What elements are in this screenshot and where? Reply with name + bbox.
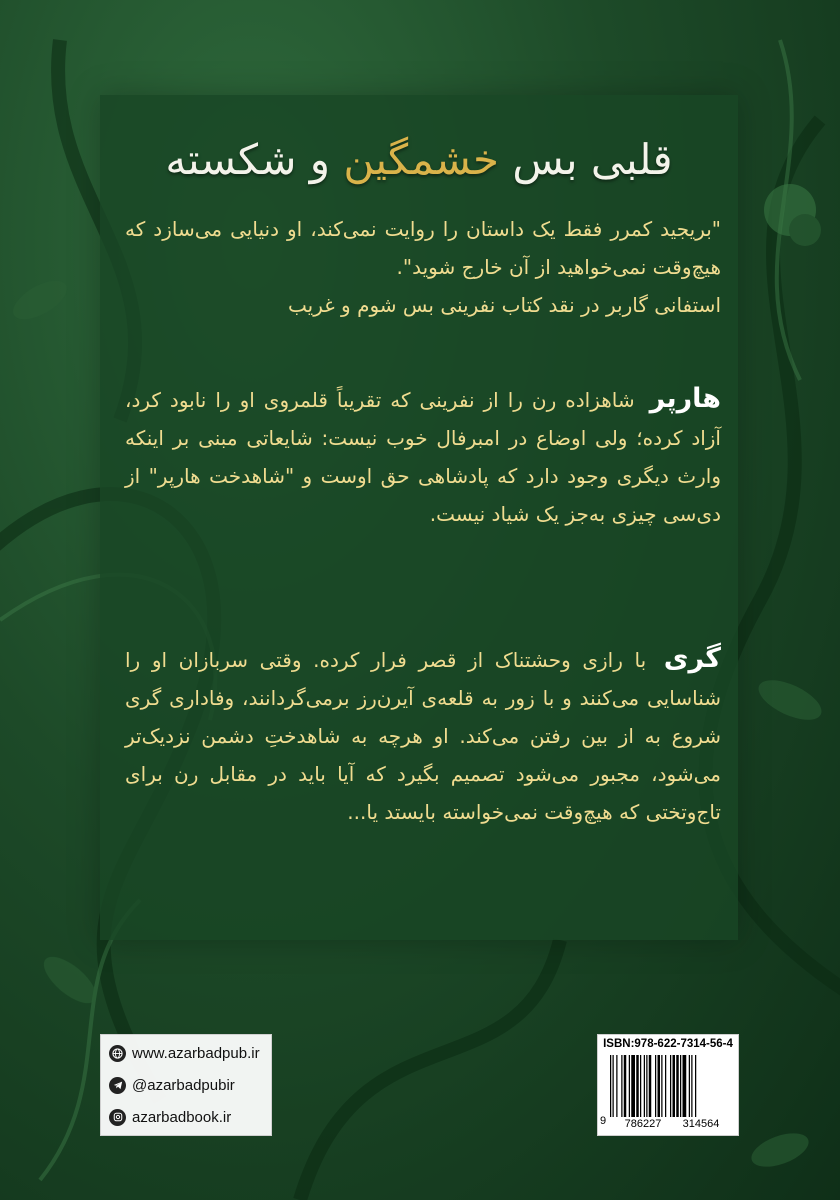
barcode-bar: [613, 1055, 614, 1117]
barcode-bar: [636, 1055, 639, 1117]
barcode-first-digit: 9: [600, 1115, 607, 1127]
isbn-label: ISBN:978-622-7314-56-4: [603, 1038, 733, 1050]
barcode-bar: [631, 1055, 635, 1117]
gray-paragraph: [125, 640, 721, 831]
instagram-icon: [109, 1109, 126, 1126]
barcode-bar: [621, 1055, 622, 1117]
barcode-bar: [640, 1055, 641, 1117]
isbn-barcode: [597, 1034, 739, 1136]
gray-text: با رازی وحشتناک از قصر فرار کرده. وقتی سربازان او را شناسایی می‌کنند و با زور به قلعه‌ی آیرن‌رز برمی‌گردانند، وفاداری گری شروع به از بین رفتن می‌کند. او هرچه به شاهدختِ دشمن نزدیک‌تر می‌شود، مجبور می‌شود تصمیم بگیرد که آیا باید در مقابل رن برای تاج‌وتختی که هیچ‌وقت نمی‌خواسته بایستد یا...: [125, 648, 721, 824]
barcode-bar: [644, 1055, 645, 1117]
barcode-left-digits: 786227: [618, 1118, 668, 1130]
instagram-text: azarbadbook.ir: [132, 1108, 232, 1126]
contact-telegram[interactable]: [109, 1075, 235, 1095]
review-source: استفانی گاربر در نقد کتاب نفرینی بس شوم و غریب: [288, 293, 721, 317]
barcode-bars: [610, 1055, 732, 1117]
quote-block: [125, 210, 721, 324]
barcode-bar: [658, 1055, 661, 1117]
website-text: www.azarbadpub.ir: [132, 1044, 260, 1062]
barcode-right-digits: 314564: [674, 1118, 728, 1130]
barcode-bar: [680, 1055, 681, 1117]
barcode-bar: [646, 1055, 647, 1117]
contact-instagram[interactable]: [109, 1107, 231, 1127]
contact-website[interactable]: [109, 1043, 260, 1063]
barcode-bar: [676, 1055, 679, 1117]
contact-box: [100, 1034, 272, 1136]
telegram-text: @azarbadpubir: [132, 1076, 235, 1094]
barcode-bar: [683, 1055, 687, 1117]
review-quote: "بریجید کمرر فقط یک داستان را روایت نمی‌کند، او دنیایی می‌سازد که هیچ‌وقت نمی‌خواهید از آن خارج شوید".: [125, 217, 721, 279]
barcode-bar: [695, 1055, 696, 1117]
barcode-bar: [655, 1055, 656, 1117]
globe-icon: [109, 1045, 126, 1062]
barcode-bar: [649, 1055, 652, 1117]
barcode-bar: [629, 1055, 630, 1117]
barcode-bar: [661, 1055, 662, 1117]
harper-heading: هارپر: [649, 383, 721, 414]
title-accent-word: خشمگین: [343, 135, 499, 184]
barcode-bar: [673, 1055, 676, 1117]
telegram-icon: [109, 1077, 126, 1094]
barcode-bar: [624, 1055, 627, 1117]
harper-paragraph: [125, 380, 721, 533]
barcode-bar: [665, 1055, 666, 1117]
barcode-bar: [616, 1055, 617, 1117]
harper-text: شاهزاده رن را از نفرینی که تقریباً قلمروی او را نابود کرد، آزاد کرده؛ ولی اوضاع در امبرفال خوب نیست: شایعاتی مبنی بر اینکه وارث دیگری وجود دارد که پادشاهی حق اوست و "شاهدخت هارپر" از دی‌سی چیزی به‌جز یک شیاد نیست.: [125, 388, 721, 526]
book-title: [100, 132, 738, 188]
barcode-bar: [689, 1055, 690, 1117]
title-part-2: و شکسته: [165, 135, 344, 184]
gray-heading: گری: [663, 643, 721, 674]
barcode-bar: [610, 1055, 611, 1117]
barcode-bar: [691, 1055, 692, 1117]
barcode-bar: [670, 1055, 671, 1117]
title-part-1: قلبی بس: [498, 135, 673, 184]
